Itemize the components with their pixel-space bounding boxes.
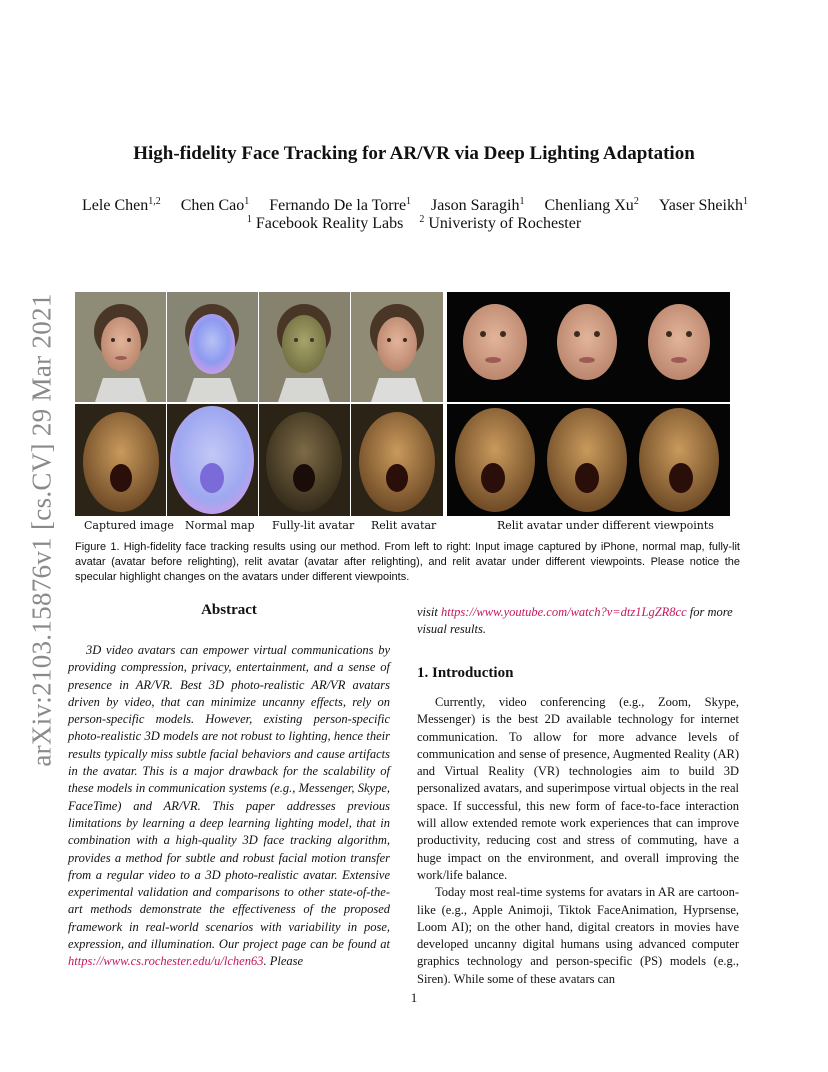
face-bottom-fullylit (266, 412, 342, 512)
author-list (60, 195, 770, 216)
face-bottom-captured (83, 412, 159, 512)
abstract-body: 3D video avatars can empower virtual communications by providing compression, privacy, entertainment, and a sense of presence in AR/VR. Best 3D photo-realistic AR/VR avatars driven by video, that can minimize uncanny effects, rely on person-specific models. However, existing person-specific photo-realistic 3D models are not robust to lighting, hence their results typically miss subtle facial behaviors and cause artifacts in the avatar. This is a major drawback for the scalability of these models in communication systems (e.g., Messenger, Skype, FaceTime) and AR/VR. This paper addresses previous limitations by learning a deep learning lighting model, that in combination with a high-quality 3D face tracking algorithm, provides a method for subtle and robust facial motion transfer from a regular video to a 3D photo-realistic avatar. Extensive experimental validation and comparisons to other state-of-the-art methods demonstrate the effectiveness of the proposed framework in real-world scenarios with variability in pose, expression, and illumination. Our project page can be found at https://www.cs.rochester.edu/u/lchen63. Please (68, 643, 390, 969)
figure-caption: Figure 1. High-fidelity face tracking results using our method. From left to right: Input image captured by iPhone, normal map, fully-lit avatar (avatar before relighting), relit avatar (avatar after relighting), and relit avatar under different viewpoints. Please notice the specular highlight changes on the avatars under different viewpoints. (75, 541, 740, 583)
figure-label-viewpoints: Relit avatar under different viewpoints (497, 519, 714, 532)
author: Chen Cao$^1$ (180, 196, 250, 214)
face-top-fullylit (277, 304, 331, 402)
affiliation: $^2$ Univeristy of Rochester (419, 214, 582, 232)
affiliations (0, 215, 828, 233)
author: Chenliang Xu$^2$ (544, 196, 639, 214)
author: Jason Saragih$^1$ (431, 196, 525, 214)
face-bottom-view2 (547, 408, 627, 512)
video-link[interactable]: https://www.youtube.com/watch?v=dtz1LgZR8cc (440, 605, 687, 619)
face-bottom-view1 (455, 408, 535, 512)
project-page-link[interactable]: https://www.cs.rochester.edu/u/lchen63 (68, 954, 264, 969)
introduction-body (417, 694, 739, 988)
paper-title: High-fidelity Face Tracking for AR/VR via Deep Lighting Adaptation (133, 143, 695, 164)
intro-paragraph: Today most real-time systems for avatars in AR are cartoon-like (e.g., Apple Animoji, Tiktok FaceAnimation, Hyprsense, Loom AI); on the other hand, digital creators in movies have developed uncanny digital humans using advanced computer graphics technology and person-specific (PS) models (e.g., Siren). While some of these avatars can (417, 885, 739, 986)
abstract-continuation: visit https://www.youtube.com/watch?v=dtz1LgZR8cc for more visual results. (417, 605, 733, 637)
face-top-view1 (463, 304, 527, 380)
figure-label-normal: Normal map (185, 519, 255, 532)
arxiv-stamp: arXiv:2103.15876v1 [cs.CV] 29 Mar 2021 (26, 293, 57, 767)
figure-label-captured: Captured image (84, 519, 174, 532)
face-bottom-normal (170, 406, 254, 514)
face-bottom-view3 (639, 408, 719, 512)
affiliation: $^1$ Facebook Reality Labs (246, 214, 404, 232)
section-heading-introduction: 1. Introduction (417, 665, 514, 681)
intro-paragraph: Currently, video conferencing (e.g., Zoom, Skype, Messenger) is the best 2D available technology for internet communication. To allow for more advance levels of communication and sense of presence, Augmented Reality (AR) and Virtual Reality (VR) technologies aim to build 3D personalized avatars, and superimpose virtual objects in the real space. If successful, this new form of face-to-face interaction will allow extended remote work experiences that can improve productivity, reducing cost and stress of commuting, have a huge impact on the environment, and overall improving the work/life balance. (417, 695, 739, 882)
page-number: 1 (410, 990, 418, 1005)
abstract-heading: Abstract (201, 602, 257, 618)
author: Lele Chen$^{1,2}$ (82, 196, 161, 214)
teaser-figure (75, 292, 730, 516)
teaser-image-grid (75, 292, 730, 516)
face-top-view2 (557, 304, 617, 380)
author: Fernando De la Torre$^1$ (269, 196, 412, 214)
face-bottom-relit (359, 412, 435, 512)
face-top-normal (185, 304, 239, 402)
figure-label-fullylit: Fully-lit avatar (272, 519, 355, 532)
author: Yaser Sheikh$^1$ (658, 196, 748, 214)
figure-label-relit: Relit avatar (371, 519, 437, 532)
face-top-view3 (648, 304, 710, 380)
